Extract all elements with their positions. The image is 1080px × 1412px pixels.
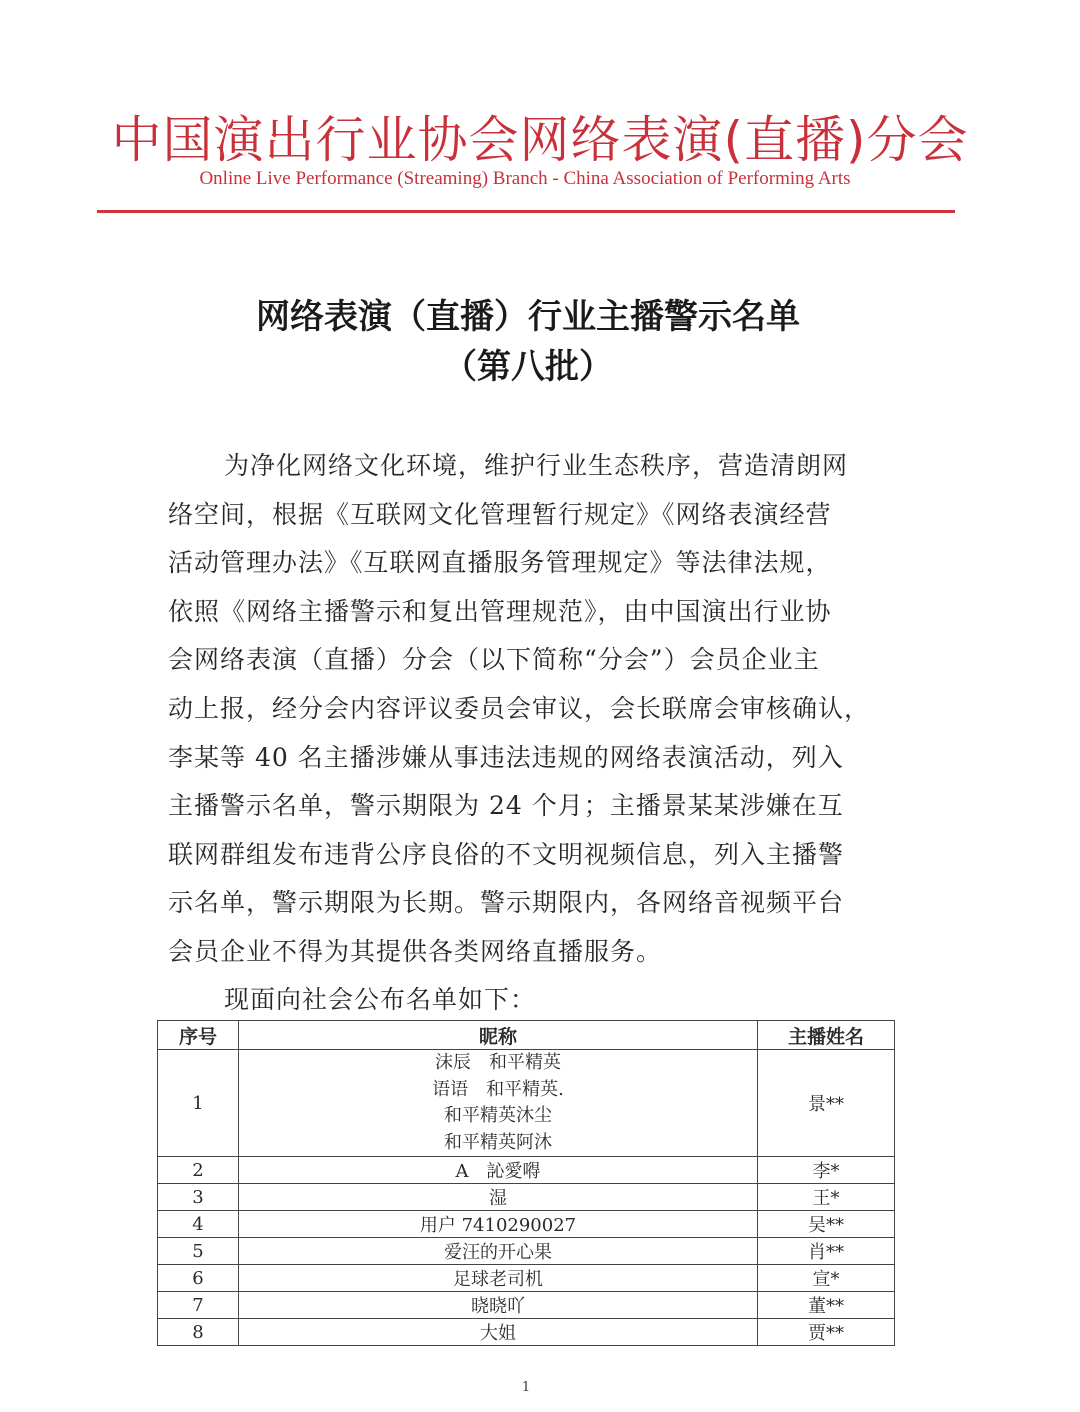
body-line: 李某等 40 名主播涉嫌从事违法违规的网络表演活动，列入 bbox=[168, 742, 844, 772]
header-nickname: 昵称 bbox=[239, 1021, 758, 1050]
body-line: 主播警示名单，警示期限为 24 个月；主播景某某涉嫌在互 bbox=[168, 791, 844, 821]
cell-number: 4 bbox=[158, 1211, 239, 1238]
body-line: 动上报，经分会内容评议委员会审议，会长联席会审核确认， bbox=[168, 693, 871, 723]
document-title bbox=[0, 292, 1056, 392]
table-row bbox=[158, 1319, 895, 1346]
nickname-entry: 和平精英沐尘 bbox=[444, 1105, 552, 1126]
cell-anchor-name: 李* bbox=[758, 1157, 895, 1184]
table-row bbox=[158, 1211, 895, 1238]
table-row bbox=[158, 1184, 895, 1211]
cell-number: 3 bbox=[158, 1184, 239, 1211]
cell-anchor-name: 吴** bbox=[758, 1211, 895, 1238]
list-intro: 现面向社会公布名单如下： bbox=[224, 985, 537, 1014]
table-row bbox=[158, 1157, 895, 1184]
cell-nickname: 爱汪的开心果 bbox=[239, 1238, 758, 1265]
body-line: 会员企业不得为其提供各类网络直播服务。 bbox=[168, 936, 663, 966]
title-line-2: （第八批） bbox=[443, 347, 613, 387]
table-row bbox=[158, 1265, 895, 1292]
body-line: 联网群组发布违背公序良俗的不文明视频信息，列入主播警 bbox=[168, 839, 845, 869]
organization-name-en: Online Live Performance (Streaming) Branch - China Association of Performing Arts bbox=[199, 168, 851, 189]
table-row bbox=[158, 1238, 895, 1265]
body-line: 活动管理办法》《互联网直播服务管理规定》等法律法规， bbox=[168, 548, 832, 578]
cell-number: 2 bbox=[158, 1157, 239, 1184]
cell-anchor-name: 贾** bbox=[758, 1319, 895, 1346]
table-row bbox=[158, 1292, 895, 1319]
header-anchor-name: 主播姓名 bbox=[758, 1021, 895, 1050]
cell-number: 5 bbox=[158, 1238, 239, 1265]
page-number: 1 bbox=[521, 1380, 531, 1395]
cell-anchor-name: 董** bbox=[758, 1292, 895, 1319]
body-line: 示名单，警示期限为长期。警示期限内，各网络音视频平台 bbox=[168, 888, 845, 918]
nickname-entry: 语语 和平精英. bbox=[432, 1078, 564, 1100]
body-line: 络空间，根据《互联网文化管理暂行规定》《网络表演经营 bbox=[168, 499, 832, 529]
cell-anchor-name: 宣* bbox=[758, 1265, 895, 1292]
body-line: 为净化网络文化环境，维护行业生态秩序，营造清朗网 bbox=[224, 451, 849, 480]
warning-list-table bbox=[157, 1020, 895, 1346]
body-line: 依照《网络主播警示和复出管理规范》，由中国演出行业协 bbox=[168, 596, 832, 626]
cell-number: 6 bbox=[158, 1265, 239, 1292]
cell-anchor-name: 景** bbox=[758, 1050, 895, 1157]
table-row bbox=[158, 1050, 895, 1157]
cell-anchor-name: 肖** bbox=[758, 1238, 895, 1265]
cell-nickname: 晓晓吖 bbox=[239, 1292, 758, 1319]
cell-nickname: 足球老司机 bbox=[239, 1265, 758, 1292]
cell-number: 8 bbox=[158, 1319, 239, 1346]
cell-anchor-name: 王* bbox=[758, 1184, 895, 1211]
title-line-1: 网络表演（直播）行业主播警示名单 bbox=[256, 297, 800, 337]
nickname-entry: 和平精英阿沐 bbox=[444, 1131, 552, 1153]
cell-nickname: A 訫愛嘚 bbox=[239, 1157, 758, 1184]
table-header-row bbox=[158, 1021, 895, 1050]
cell-nickname: 湿 bbox=[239, 1184, 758, 1211]
header-number: 序号 bbox=[158, 1021, 239, 1050]
nickname-entry: 沫辰 和平精英 bbox=[435, 1052, 561, 1073]
body-line: 会网络表演（直播）分会（以下简称“分会”）会员企业主 bbox=[168, 645, 820, 675]
cell-nickname bbox=[239, 1050, 758, 1157]
cell-number: 7 bbox=[158, 1292, 239, 1319]
cell-nickname: 大姐 bbox=[239, 1319, 758, 1346]
cell-nickname: 用户 7410290027 bbox=[239, 1211, 758, 1238]
cell-number: 1 bbox=[158, 1050, 239, 1157]
organization-name-cn: 中国演出行业协会网络表演(直播)分会 bbox=[111, 111, 969, 169]
body-paragraph bbox=[168, 442, 890, 977]
header-divider bbox=[97, 210, 955, 213]
